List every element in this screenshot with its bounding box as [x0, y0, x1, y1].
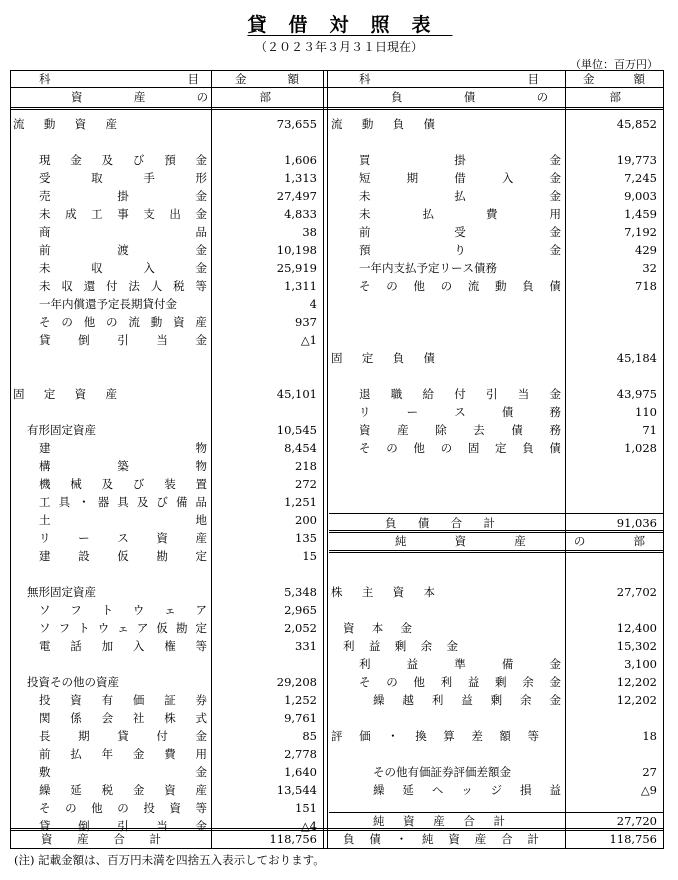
- account-amount: 200: [295, 513, 317, 527]
- header-item-left: 科 目: [39, 72, 199, 86]
- account-amount: 218: [295, 459, 317, 473]
- liability-row: [329, 403, 663, 421]
- account-amount: 9,003: [624, 189, 657, 203]
- header-amount-left: 金 額: [235, 72, 299, 86]
- account-name: 売 掛 金: [39, 189, 207, 203]
- account-name: 繰 越 利 益 剰 余 金: [373, 693, 561, 707]
- asset-row: [11, 439, 323, 457]
- net-asset-row: [329, 673, 663, 691]
- header-item-right: 科 目: [359, 72, 539, 86]
- asset-row: [11, 511, 323, 529]
- account-amount: 85: [302, 729, 317, 743]
- account-amount: 2,778: [284, 747, 317, 761]
- asset-row: [11, 583, 323, 601]
- account-name: 繰 延 税 金 資 産: [39, 783, 207, 797]
- account-name: 流 動 資 産: [13, 117, 117, 131]
- document-title: 貸借対照表: [247, 14, 453, 36]
- account-amount: 15,302: [616, 639, 657, 653]
- liability-row: [329, 115, 663, 133]
- net-assets-section-header: 純 資 産 の 部: [395, 534, 645, 548]
- account-name: そ の 他 利 益 剰 余 金: [359, 675, 561, 689]
- account-name: 貸 倒 引 当 金: [39, 819, 207, 833]
- asset-row: [11, 691, 323, 709]
- asset-row: [11, 673, 323, 691]
- account-name: 投 資 有 価 証 券: [39, 693, 207, 707]
- asset-row: [11, 385, 323, 403]
- account-name: 短 期 借 入 金: [359, 171, 561, 185]
- account-amount: 1,640: [284, 765, 317, 779]
- account-name: 買 掛 金: [359, 153, 561, 167]
- net-asset-row: [329, 655, 663, 673]
- assets-total-amount: 118,756: [269, 832, 317, 846]
- account-name: 利 益 準 備 金: [359, 657, 561, 671]
- account-name: 未 払 金: [359, 189, 561, 203]
- account-name: 前 払 年 金 費 用: [39, 747, 207, 761]
- account-amount: 12,202: [616, 693, 657, 707]
- liability-row: [329, 421, 663, 439]
- liability-row: [329, 169, 663, 187]
- account-amount: 73,655: [276, 117, 317, 131]
- asset-row: [11, 547, 323, 565]
- account-amount: △4: [300, 819, 317, 833]
- asset-row: [11, 637, 323, 655]
- asset-row: [11, 619, 323, 637]
- account-amount: 27: [642, 765, 657, 779]
- liability-row: [329, 187, 663, 205]
- assets-section-header: 資 産 の 部: [71, 90, 271, 104]
- net-asset-row: [329, 763, 663, 781]
- net-asset-row: [329, 619, 663, 637]
- account-name: リ ー ス 資 産: [39, 531, 207, 545]
- account-name: 利 益 剰 余 金: [343, 639, 458, 653]
- account-amount: 32: [642, 261, 657, 275]
- account-amount: 331: [295, 639, 317, 653]
- account-amount: 13,544: [276, 783, 317, 797]
- account-amount: 19,773: [616, 153, 657, 167]
- account-amount: 1,252: [284, 693, 317, 707]
- account-name: 商 品: [39, 225, 207, 239]
- footnote: (注) 記載金額は、百万円未満を四捨五入表示しております。: [14, 853, 325, 867]
- account-amount: 45,101: [276, 387, 317, 401]
- account-name: 一 年 内 償 還 予 定 長 期 貸 付 金: [39, 297, 177, 311]
- account-name: 電 話 加 入 権 等: [39, 639, 207, 653]
- account-amount: 18: [642, 729, 657, 743]
- account-amount: 1,606: [284, 153, 317, 167]
- header-amount-right: 金 額: [583, 72, 645, 86]
- account-amount: 15: [302, 549, 317, 563]
- unit-label: （単位：百万円）: [570, 58, 658, 71]
- account-name: 建 物: [39, 441, 207, 455]
- account-amount: 718: [635, 279, 657, 293]
- account-name: 預 り 金: [359, 243, 561, 257]
- rule-line: [329, 550, 663, 551]
- account-amount: 937: [295, 315, 317, 329]
- account-amount: 12,400: [616, 621, 657, 635]
- asset-row: [11, 331, 323, 349]
- account-name: 一 年 内 支 払 予 定 リ ー ス 債 務: [359, 261, 497, 275]
- column-rule: [327, 71, 328, 848]
- account-name: 評 価 ・ 換 算 差 額 等: [331, 729, 539, 743]
- account-name: そ の 他 の 流 動 資 産: [39, 315, 207, 329]
- account-amount: 7,192: [624, 225, 657, 239]
- account-name: 投 資 そ の 他 の 資 産: [27, 675, 119, 689]
- asset-row: [11, 529, 323, 547]
- account-amount: 1,311: [284, 279, 317, 293]
- liability-row: [329, 259, 663, 277]
- account-name: 前 渡 金: [39, 243, 207, 257]
- account-amount: 25,919: [276, 261, 317, 275]
- asset-row: [11, 763, 323, 781]
- liabilities-net-assets-total-label: 負 債 ・ 純 資 産 合 計: [343, 832, 539, 846]
- account-amount: 3,100: [624, 657, 657, 671]
- account-amount: 151: [295, 801, 317, 815]
- account-name: 未 払 費 用: [359, 207, 561, 221]
- liability-row: [329, 385, 663, 403]
- account-amount: 110: [635, 405, 657, 419]
- account-name: 機 械 及 び 装 置: [39, 477, 207, 491]
- asset-row: [11, 781, 323, 799]
- account-amount: 5,348: [284, 585, 317, 599]
- account-name: 株 主 資 本: [331, 585, 435, 599]
- rule-line: [329, 530, 663, 531]
- account-name: そ の 他 の 固 定 負 債: [359, 441, 561, 455]
- liabilities-section-header: 負 債 の 部: [391, 90, 621, 104]
- assets-total-label: 資 産 合 計: [41, 832, 161, 846]
- liability-row: [329, 439, 663, 457]
- asset-row: [11, 799, 323, 817]
- account-amount: 9,761: [284, 711, 317, 725]
- account-name: リ ー ス 債 務: [359, 405, 561, 419]
- account-amount: 8,454: [284, 441, 317, 455]
- asset-row: [11, 709, 323, 727]
- asset-row: [11, 169, 323, 187]
- asset-row: [11, 493, 323, 511]
- net-asset-row: [329, 583, 663, 601]
- net-assets-total-label: 純 資 産 合 計: [373, 814, 505, 828]
- account-name: 未 収 入 金: [39, 261, 207, 275]
- liabilities-net-assets-total-amount: 118,756: [609, 832, 657, 846]
- liabilities-total-amount: 91,036: [616, 516, 657, 530]
- column-rule: [211, 71, 212, 848]
- account-name: ソ フ ト ウ ェ ア: [39, 603, 207, 617]
- account-amount: 43,975: [616, 387, 657, 401]
- account-name: 無 形 固 定 資 産: [27, 585, 96, 599]
- account-amount: 27,702: [616, 585, 657, 599]
- column-rule: [565, 71, 566, 848]
- account-amount: 45,184: [616, 351, 657, 365]
- rule-line: [329, 552, 663, 553]
- net-asset-row: [329, 691, 663, 709]
- asset-row: [11, 313, 323, 331]
- account-name: 前 受 金: [359, 225, 561, 239]
- account-amount: 1,028: [624, 441, 657, 455]
- account-amount: △9: [640, 783, 657, 797]
- net-asset-row: [329, 781, 663, 799]
- account-name: そ の 他 有 価 証 券 評 価 差 額 金: [373, 765, 511, 779]
- account-name: 未 成 工 事 支 出 金: [39, 207, 207, 221]
- asset-row: [11, 151, 323, 169]
- asset-row: [11, 601, 323, 619]
- account-amount: 4: [309, 297, 317, 311]
- account-name: 建 設 仮 勘 定: [39, 549, 207, 563]
- asset-row: [11, 115, 323, 133]
- account-name: 資 本 金: [343, 621, 412, 635]
- account-amount: 4,833: [284, 207, 317, 221]
- net-assets-total-amount: 27,720: [616, 814, 657, 828]
- net-asset-row: [329, 727, 663, 745]
- liabilities-total-label: 負 債 合 計: [385, 516, 495, 530]
- account-name: 工 具 ・ 器 具 及 び 備 品: [39, 495, 207, 509]
- asset-row: [11, 223, 323, 241]
- account-name: 流 動 負 債: [331, 117, 435, 131]
- account-name: 退 職 給 付 引 当 金: [359, 387, 561, 401]
- account-name: 固 定 負 債: [331, 351, 435, 365]
- account-name: 固 定 資 産: [13, 387, 117, 401]
- account-name: ソ フ ト ウ ェ ア 仮 勘 定: [39, 621, 207, 635]
- account-amount: 38: [302, 225, 317, 239]
- account-name: 貸 倒 引 当 金: [39, 333, 207, 347]
- account-name: 有 形 固 定 資 産: [27, 423, 96, 437]
- asset-row: [11, 727, 323, 745]
- account-amount: 429: [635, 243, 657, 257]
- account-amount: 272: [295, 477, 317, 491]
- asset-row: [11, 241, 323, 259]
- account-amount: 1,313: [284, 171, 317, 185]
- asset-row: [11, 259, 323, 277]
- net-asset-row: [329, 637, 663, 655]
- account-name: 現 金 及 び 預 金: [39, 153, 207, 167]
- asset-row: [11, 457, 323, 475]
- account-name: 敷 金: [39, 765, 207, 779]
- asset-row: [11, 205, 323, 223]
- account-name: 受 取 手 形: [39, 171, 207, 185]
- account-amount: 7,245: [624, 171, 657, 185]
- account-amount: 12,202: [616, 675, 657, 689]
- account-name: 資 産 除 去 債 務: [359, 423, 561, 437]
- account-amount: 2,965: [284, 603, 317, 617]
- liability-row: [329, 349, 663, 367]
- account-amount: 10,198: [276, 243, 317, 257]
- account-amount: 1,459: [624, 207, 657, 221]
- asset-row: [11, 187, 323, 205]
- liability-row: [329, 205, 663, 223]
- account-name: 長 期 貸 付 金: [39, 729, 207, 743]
- account-amount: 27,497: [276, 189, 317, 203]
- account-amount: 1,251: [284, 495, 317, 509]
- liability-row: [329, 277, 663, 295]
- liability-row: [329, 223, 663, 241]
- account-name: 未 収 還 付 法 人 税 等: [39, 279, 207, 293]
- account-name: 構 築 物: [39, 459, 207, 473]
- account-amount: 45,852: [616, 117, 657, 131]
- liability-row: [329, 241, 663, 259]
- account-amount: 71: [642, 423, 657, 437]
- column-rule: [323, 71, 324, 848]
- asset-row: [11, 277, 323, 295]
- balance-sheet-table: [10, 70, 664, 849]
- asset-row: [11, 421, 323, 439]
- account-name: 関 係 会 社 株 式: [39, 711, 207, 725]
- account-name: 繰 延 ヘ ッ ジ 損 益: [373, 783, 561, 797]
- asset-row: [11, 475, 323, 493]
- liability-row: [329, 151, 663, 169]
- account-amount: 10,545: [276, 423, 317, 437]
- account-amount: 135: [295, 531, 317, 545]
- asset-row: [11, 745, 323, 763]
- account-amount: 29,208: [276, 675, 317, 689]
- account-name: そ の 他 の 投 資 等: [39, 801, 207, 815]
- asset-row: [11, 295, 323, 313]
- account-amount: △1: [300, 333, 317, 347]
- account-name: 土 地: [39, 513, 207, 527]
- account-amount: 2,052: [284, 621, 317, 635]
- account-name: そ の 他 の 流 動 負 債: [359, 279, 561, 293]
- document-date: （２０２３年３月３１日現在）: [254, 40, 423, 54]
